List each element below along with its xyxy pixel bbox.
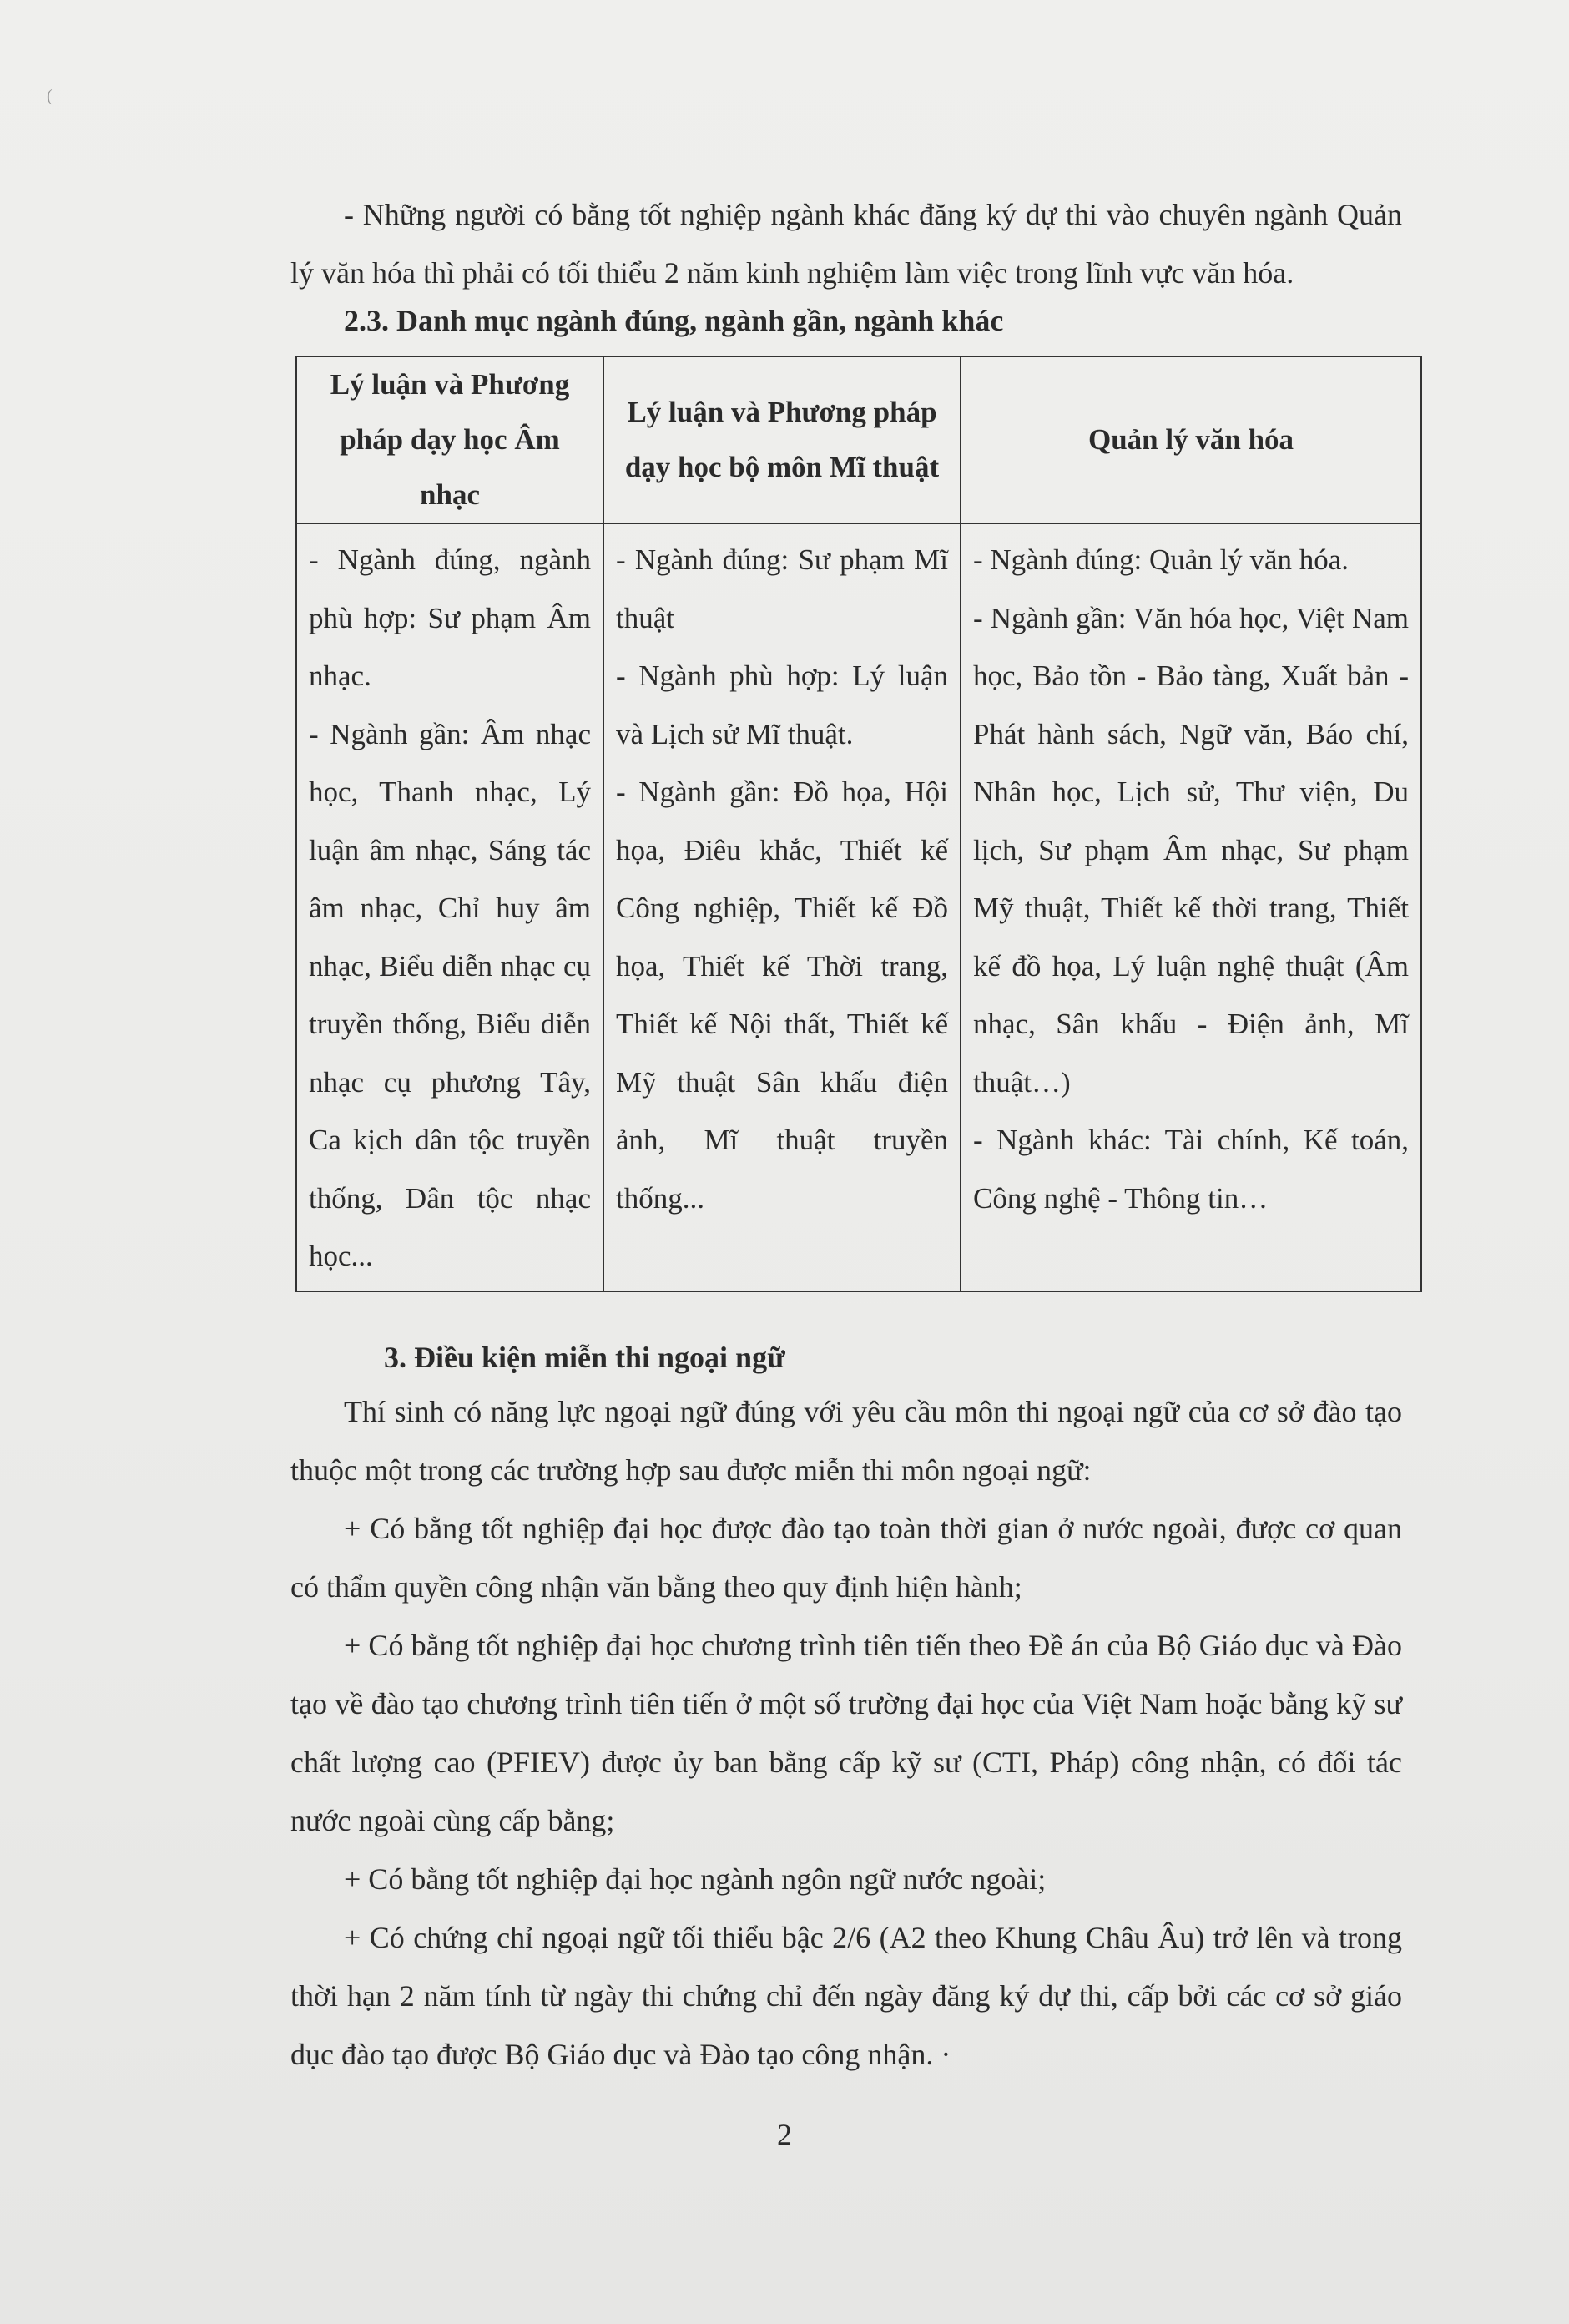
header-music-pedagogy: Lý luận và Phương pháp dạy học Âm nhạc <box>296 356 603 523</box>
table-row <box>296 523 1421 1291</box>
cell-line: - Ngành đúng: Quản lý văn hóa. <box>973 543 1350 576</box>
table-header-row <box>296 356 1421 523</box>
cell-line: - Ngành gần: Đồ họa, Hội họa, Điêu khắc, Thiết kế Công nghiệp, Thiết kế Đồ họa, Thiết kế Thời trang, Thiết kế Nội thất, Thiết kế Mỹ thuật Sân khấu điện ảnh, Mĩ thuật truyền thống... <box>616 776 948 1215</box>
exemption-item: + Có bằng tốt nghiệp đại học được đào tạo toàn thời gian ở nước ngoài, được cơ quan có thẩm quyền công nhận văn bằng theo quy định hiện hành; <box>290 1512 1402 1604</box>
cell-fine-arts-majors <box>603 523 961 1291</box>
section-3-title: 3. Điều kiện miễn thi ngoại ngữ <box>384 1341 785 1374</box>
cell-line: - Ngành phù hợp: Lý luận và Lịch sử Mĩ thuật. <box>616 659 948 750</box>
section-3-intro: Thí sinh có năng lực ngoại ngữ đúng với yêu cầu môn thi ngoại ngữ của cơ sở đào tạo thuộc một trong các trường hợp sau được miễn thi môn ngoại ngữ: <box>290 1395 1402 1487</box>
section-3-body <box>290 1382 1402 2084</box>
cell-line: - Ngành đúng, ngành phù hợp: Sư phạm Âm nhạc. <box>309 543 591 692</box>
page-number: 2 <box>777 2118 792 2151</box>
section-2-3-title: 2.3. Danh mục ngành đúng, ngành gần, ngành khác <box>344 304 1004 337</box>
cell-line: - Ngành gần: Văn hóa học, Việt Nam học, Bảo tồn - Bảo tàng, Xuất bản - Phát hành sách, Ngữ văn, Báo chí, Nhân học, Lịch sử, Thư viện, Du lịch, Sư phạm Âm nhạc, Sư phạm Mỹ thuật, Thiết kế thời trang, Thiết kế đồ họa, Lý luận nghệ thuật (Âm nhạc, Sân khấu - Điện ảnh, Mĩ thuật…) <box>973 601 1409 1099</box>
header-fine-arts-pedagogy: Lý luận và Phương pháp dạy học bộ môn Mĩ thuật <box>603 356 961 523</box>
major-category-table <box>295 356 1422 1292</box>
cell-line: - Ngành gần: Âm nhạc học, Thanh nhạc, Lý luận âm nhạc, Sáng tác âm nhạc, Chỉ huy âm nhạc, Biểu diễn nhạc cụ truyền thống, Biểu diễn nhạc cụ phương Tây, Ca kịch dân tộc truyền thống, Dân tộc nhạc học... <box>309 717 591 1272</box>
exemption-item: + Có bằng tốt nghiệp đại học ngành ngôn ngữ nước ngoài; <box>344 1862 1047 1896</box>
cell-music-majors <box>296 523 603 1291</box>
header-culture-management: Quản lý văn hóa <box>961 356 1421 523</box>
exemption-item: + Có bằng tốt nghiệp đại học chương trình tiên tiến theo Đề án của Bộ Giáo dục và Đào tạo về đào tạo chương trình tiên tiến ở một số trường đại học của Việt Nam hoặc bằng kỹ sư chất lượng cao (PFIEV) được ủy ban bằng cấp kỹ sư (CTI, Pháp) công nhận, có đối tác nước ngoài cùng cấp bằng; <box>290 1629 1402 1837</box>
intro-paragraph: - Những người có bằng tốt nghiệp ngành khác đăng ký dự thi vào chuyên ngành Quản lý văn hóa thì phải có tối thiểu 2 năm kinh nghiệm làm việc trong lĩnh vực văn hóa. <box>290 198 1402 290</box>
scan-speck: ( <box>47 87 53 105</box>
cell-culture-management-majors <box>961 523 1421 1291</box>
exemption-item: + Có chứng chỉ ngoại ngữ tối thiểu bậc 2/6 (A2 theo Khung Châu Âu) trở lên và trong thời hạn 2 năm tính từ ngày thi chứng chỉ đến ngày đăng ký dự thi, cấp bởi các cơ sở giáo dục đào tạo được Bộ Giáo dục và Đào tạo công nhận. · <box>290 1921 1402 2071</box>
cell-line: - Ngành khác: Tài chính, Kế toán, Công nghệ - Thông tin… <box>973 1124 1409 1215</box>
cell-line: - Ngành đúng: Sư phạm Mĩ thuật <box>616 543 948 634</box>
